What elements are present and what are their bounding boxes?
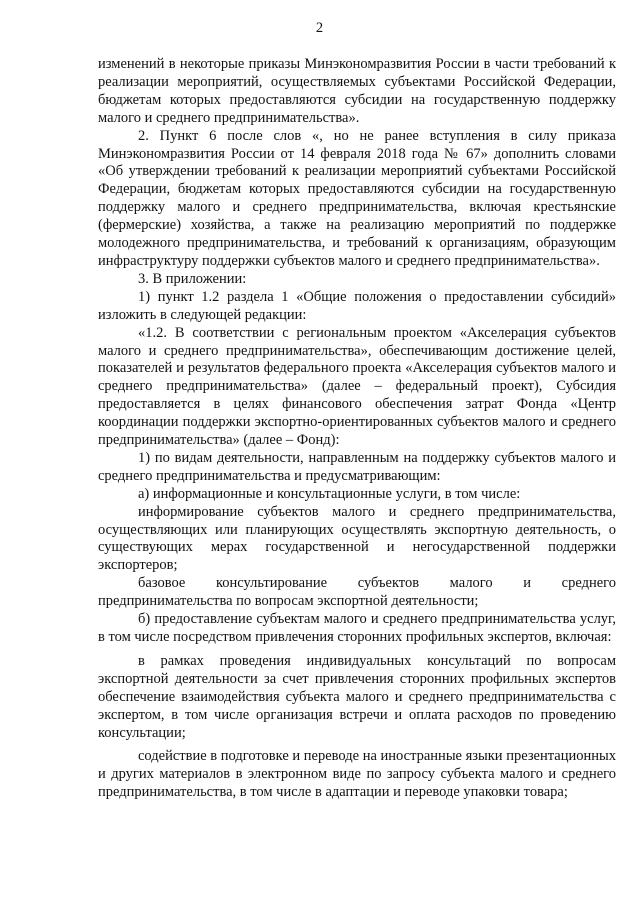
- paragraph-activity-types: 1) по видам деятельности, направленным на поддержку субъектов малого и среднего предпринимательства и предусматривающим:: [98, 449, 616, 484]
- paragraph-subitem-1: 1) пункт 1.2 раздела 1 «Общие положения о предоставлении субсидий» изложить в следующей редакции:: [98, 288, 616, 323]
- paragraph-basic-consulting: базовое консультирование субъектов малого и среднего предпринимательства по вопросам экспортной деятельности;: [98, 575, 616, 610]
- paragraph-informing: информирование субъектов малого и среднего предпринимательства, осуществляющих или планирующих осуществлять экспортную деятельность, о существующих мерах государственной и негосударственной поддержки экспортеров;: [98, 503, 616, 574]
- paragraph-item-2: 2. Пункт 6 после слов «, но не ранее вступления в силу приказа Минэкономразвития России от 14 февраля 2018 года № 67» дополнить словами «Об утверждении требований к реализации мероприятий субъектами Российской Федерации, бюджетам которых предоставляются субсидии на государственную поддержку малого и среднего предпринимательства, включая крестьянские (фермерские) хозяйства, а также на реализацию мероприятий по поддержке молодежного предпринимательства, и требований к организациям, образующим инфраструктуру поддержки субъектов малого и среднего предпринимательства».: [98, 127, 616, 269]
- paragraph-translation-assistance: содействие в подготовке и переводе на иностранные языки презентационных и других материалов в электронном виде по запросу субъекта малого и среднего предпринимательства, в том числе в адаптации и переводе упаковки товара;: [98, 748, 616, 801]
- paragraph-info-services: а) информационные и консультационные услуги, в том числе:: [138, 485, 521, 502]
- document-body: [98, 56, 616, 802]
- paragraph-intro-continuation: изменений в некоторые приказы Минэкономразвития России в части требований к реализации мероприятий, осуществляемых субъектами Российской Федерации, бюджетам которых предоставляются субсидии на государственную поддержку малого и среднего предпринимательства».: [98, 56, 616, 126]
- page-number: 2: [315, 20, 324, 36]
- paragraph-clause-1-2: «1.2. В соответствии с региональным проектом «Акселерация субъектов малого и среднего предпринимательства», обеспечивающим достижение целей, показателей и результатов федерального проекта «Акселерация субъектов малого и среднего предпринимательства» (далее – федеральный проект), Субсидия предоставляется в целях финансового обеспечения затрат Фонда «Центр координации поддержки экспортно-ориентированных субъектов малого и среднего предпринимательства» (далее – Фонд):: [98, 324, 616, 449]
- paragraph-services-provision: б) предоставление субъектам малого и среднего предпринимательства услуг, в том числе посредством привлечения сторонних профильных экспертов, включая:: [98, 611, 616, 645]
- paragraph-item-3: 3. В приложении:: [138, 270, 247, 287]
- paragraph-individual-consultations: в рамках проведения индивидуальных консультаций по вопросам экспортной деятельности за счет привлечения сторонних профильных экспертов обеспечение взаимодействия субъекта малого и среднего предпринимательства с экспертом, в том числе организация встречи и оплата расходов по проведению консультации;: [98, 652, 616, 741]
